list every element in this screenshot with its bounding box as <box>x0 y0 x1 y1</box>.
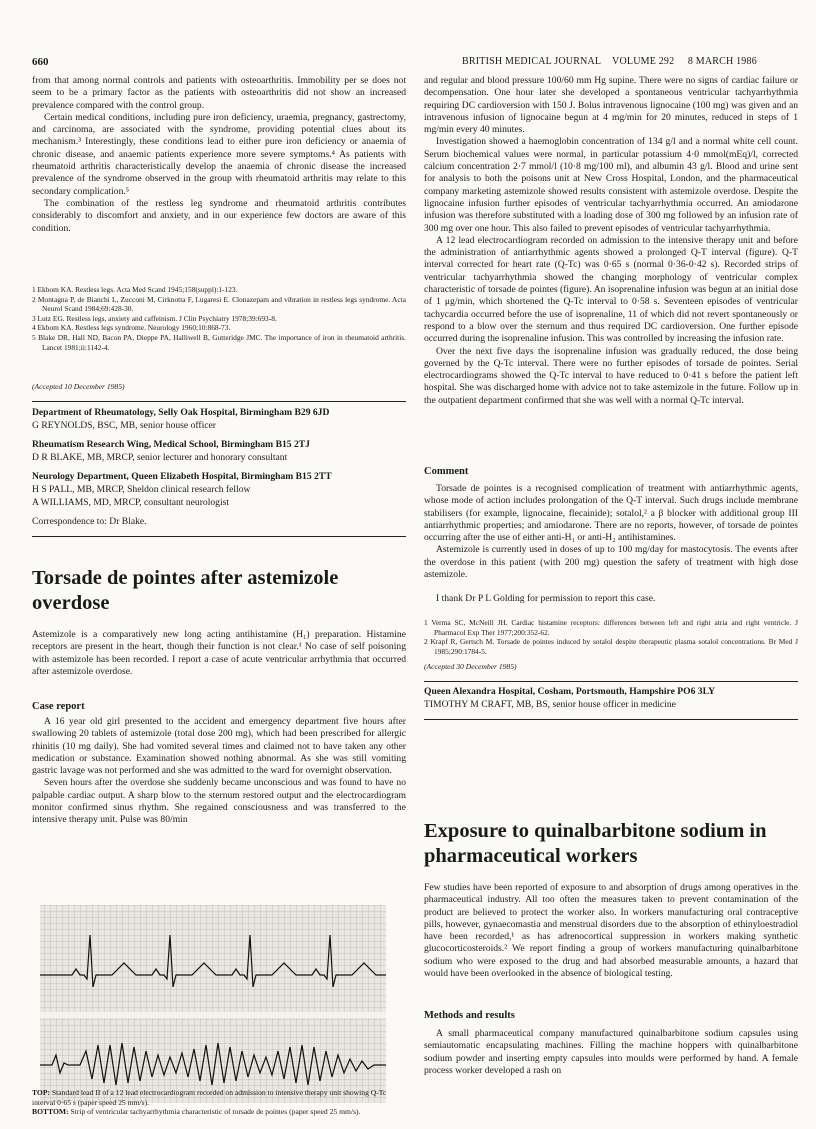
journal-volume: VOLUME 292 <box>612 56 675 67</box>
journal-name: BRITISH MEDICAL JOURNAL <box>462 56 602 67</box>
divider <box>424 719 798 720</box>
section-heading: Comment <box>424 466 469 477</box>
prev-article-references <box>32 285 406 352</box>
divider <box>424 681 798 682</box>
caption-top-label: TOP: <box>32 1088 51 1097</box>
affiliations <box>32 407 406 529</box>
paragraph: A 12 lead electrocardiogram recorded on admission to the intensive therapy unit and before the administration of antiarrhythmic agents showed a prolonged Q-T interval (figure). Q-T interval corrected for heart rate (Q-Tc) was 0·65 s (normal 0·36-0·42 s). Recorded strips of ventricular tachyarrhythmia showed the changing morphology of ventricular complex characteristic of torsade de pointes (figure). An isoprenaline infusion was begun at an initial dose of 1 μg/min, which shortened the Q-Tc interval to 0·58 s. Seventeen episodes of ventricular tachycardia occurred before the use of isoprenaline, 11 of which did not revert spontaneously or respond to a blow over the sternum and thus required DC cardioversion. One further episode occurred during the isoprenaline infusion. This was controlled by increasing the infusion rate. <box>424 234 798 345</box>
section-heading: Methods and results <box>424 1010 515 1021</box>
case-report-body <box>32 716 406 827</box>
case-report-continued <box>424 75 798 407</box>
affiliation-dept: Department of Rheumatology, Selly Oak Hospital, Birmingham B29 6JD <box>32 407 330 418</box>
correspondence: Correspondence to: Dr Blake. <box>32 516 147 528</box>
caption-top: Standard lead II of a 12 lead electrocardiogram recorded on admission to intensive therapy unit showing Q-Tc interval 0·65 s (paper speed 25 mm/s). <box>32 1088 387 1107</box>
caption-bottom: Strip of ventricular tachyarrhythmia characteristic of torsade de pointes (paper speed 25 mm/s). <box>70 1107 361 1117</box>
article-title: Torsade de pointes after astemizole overdose <box>32 567 339 614</box>
article-references <box>424 618 798 656</box>
methods-body <box>424 1028 798 1077</box>
reference-item: 4 Ekbom KA. Restless legs syndrome. Neurology 1960;10:868-73. <box>32 323 231 333</box>
article-title: Exposure to quinalbarbitone sodium in pharmaceutical workers <box>424 820 767 867</box>
accepted-note: (Accepted 10 December 1985) <box>32 382 125 391</box>
affiliation-person: G REYNOLDS, BSC, MB, senior house officer <box>32 419 216 431</box>
paragraph: Few studies have been reported of exposure to and absorption of drugs among operatives in the pharmaceutical industry. All too often the measures taken to prevent contamination of the product are believed to protect the worker also. In workers manufacturing oral contraceptive pills, however, gynaecomastia and menstrual disorders due to the absorption of ethinyloestradiol have been recorded,¹ as has adrenocortical suppression in workers making synthetic glucocorticosteroids.² We report finding a group of workers manufacturing quinalbarbitone sodium who were exposed to the drug and had absorbed measurable amounts, a hazard that would have been overlooked in the absence of biological testing. <box>424 882 798 980</box>
affiliation-person: D R BLAKE, MB, MRCP, senior lecturer and honorary consultant <box>32 451 288 463</box>
journal-line <box>462 56 757 67</box>
paragraph: The combination of the restless leg syndrome and rheumatoid arthritis contributes considerably to discomfort and anxiety, and in our experience few doctors are aware of this condition. <box>32 197 406 234</box>
affiliation-person: H S PALL, MB, MRCP, Sheldon clinical research fellow <box>32 483 251 495</box>
affiliation-person: TIMOTHY M CRAFT, MB, BS, senior house officer in medicine <box>424 698 676 710</box>
paragraph: Certain medical conditions, including pure iron deficiency, uraemia, pregnancy, gastrectomy, and carcinoma, are associated with the syndrome, providing potential clues about its mechanism.³ Interestingly, these conditions lead to either pure iron deficiency or anaemia of chronic disease, and anaemic patients experience more severe symptoms.⁴ As patients with rheumatoid arthritis characteristically develop the anaemia of chronic disease the increased prevalence of the syndrome observed in the group with rheumatoid arthritis may relate to this secondary complication.⁵ <box>32 111 406 197</box>
article-affiliation <box>424 686 798 711</box>
page-number: 660 <box>32 56 49 68</box>
paragraph: Seven hours after the overdose she suddenly became unconscious and was found to have no palpable cardiac output. A sharp blow to the sternum restored output and the electrocardiogram monitor confirmed sinus rhythm. She regained consciousness and was transferred to the intensive therapy unit. Pulse was 80/min <box>32 777 406 826</box>
article-intro <box>424 882 798 980</box>
reference-item: 1 Verma SC, McNeill JH. Cardiac histamine receptors: differences between left and right atria and right ventricle. J Pharmacol Exp Ther 1977;200:352-62. <box>424 618 798 637</box>
acknowledgement: I thank Dr P L Golding for permission to report this case. <box>436 593 656 605</box>
divider <box>32 401 406 402</box>
paragraph: from that among normal controls and patients with osteoarthritis. Immobility per se does not seem to be a primary factor as the patients with osteoarthritis did not show an increased prevalence compared with the control group. <box>32 75 406 111</box>
caption-bottom-label: BOTTOM: <box>32 1107 69 1117</box>
reference-item: 2 Montagna P, de Bianchi L, Zucconi M, Cirknotta F, Lugaresi E. Clonazepam and vibration in restless legs syndrome. Acta Neurol Scand 1984;69:428-30. <box>32 294 406 314</box>
reference-item: 5 Blake DR, Hall ND, Bacon PA, Dieppe PA, Halliwell B, Gutteridge JMC. The importance of iron in rheumatoid arthritis. Lancet 1981;ii:1142-4. <box>32 332 406 352</box>
paragraph: and regular and blood pressure 100/60 mm Hg supine. There were no signs of cardiac failure or decompensation. One hour later she developed a spontaneous ventricular tachyarrhythmia requiring DC cardioversion with 150 J. Bolus intravenous lignocaine (100 mg) was given and an intravenous infusion of lignocaine begun at 4 mg/min for 20 minutes, reduced in steps of 1 mg/min every 40 minutes. <box>424 75 798 136</box>
article-intro <box>32 629 406 678</box>
paragraph: Astemizole is currently used in doses of up to 100 mg/day for mastocytosis. The events after the overdose in this patient (with 200 mg) question the safety of treatment with high dose astemizole. <box>424 544 798 581</box>
section-heading: Case report <box>32 701 85 712</box>
paragraph: Investigation showed a haemoglobin concentration of 134 g/l and a normal white cell count. Serum biochemical values were normal, in particular potassium 4·0 mmol(mEq)/l, corrected calcium concentration 2·7 mmol/l (10·8 mg/100 ml), and albumin 43 g/l. Blood and urine sent for analysis to both the poisons unit at New Cross Hospital, London, and the pharmaceutical company marketing astemizole showed results consistent with astemizole overdose. Despite the lignocaine infusion further episodes of ventricular tachyarrhythmia occurred. An amiodarone infusion was therefore substituted with a loading dose of 300 mg followed by an infusion rate of 300 mg over one hour. This also failed to prevent episodes of ventricular tachyarrhythmia. <box>424 136 798 234</box>
divider <box>32 536 406 537</box>
reference-item: 3 Lutz EG. Restless legs, anxiety and caffeinism. J Clin Psychiatry 1978;39:693-8. <box>32 313 277 323</box>
running-header <box>0 56 816 70</box>
figure-caption <box>32 1088 406 1117</box>
prev-article-body <box>32 75 406 235</box>
ecg-grid <box>40 905 386 1103</box>
reference-item: 1 Ekbom KA. Restless legs. Acta Med Scand 1945;158(suppl):1-123. <box>32 285 238 294</box>
paragraph: A small pharmaceutical company manufactured quinalbarbitone sodium capsules using semiautomatic encapsulating machines. Filling the machine hoppers with quinalbarbitone sodium powder and inserting empty capsules into moulds were performed by hand. A female process worker developed a rash on <box>424 1028 798 1076</box>
comment-body <box>424 483 798 606</box>
paragraph: Astemizole is a comparatively new long acting antihistamine (H₁) preparation. Histamine receptors are present in the heart, though their function is not clear.¹ No case of self poisoning with astemizole has been recorded. I report a case of acute ventricular arrhythmia that occurred after astemizole overdose. <box>32 629 406 677</box>
paragraph: A 16 year old girl presented to the accident and emergency department five hours after swallowing 20 tablets of astemizole (total dose 200 mg), which had been prescribed for allergic rhinitis (10 mg daily). She had vomited several times and claimed not to have taken any other medication or substance. Examination showed nothing abnormal. As she was still vomiting gastric lavage was not performed and she was admitted to the ward for overnight observation. <box>32 716 406 777</box>
paragraph: Torsade de pointes is a recognised complication of treatment with antiarrhythmic agents, whose mode of action includes prolongation of the Q-T interval. Such drugs include membrane stabilisers (for example, lignocaine, flecainide); sotalol,² a β blocker with additional group III antiarrhythmic properties; and amiodarone. There are no reports, however, of torsade de pointes occurring after the use of either anti-H₁ or anti-H₂ antihistamines. <box>424 483 798 544</box>
accepted-note: (Accepted 30 December 1985) <box>424 662 517 671</box>
affiliation-dept: Queen Alexandra Hospital, Cosham, Portsmouth, Hampshire PO6 3LY <box>424 686 716 697</box>
affiliation-dept: Rheumatism Research Wing, Medical School, Birmingham B15 2TJ <box>32 439 310 451</box>
affiliation-person: A WILLIAMS, MD, MRCP, consultant neurologist <box>32 496 230 508</box>
reference-item: 2 Krapf R, Gertsch M. Torsade de pointes induced by sotalol despite therapeutic plasma sotalol concentrations. Br Med J 1985;290:1784-5. <box>424 637 798 656</box>
affiliation-dept: Neurology Department, Queen Elizabeth Hospital, Birmingham B15 2TT <box>32 471 332 483</box>
journal-date: 8 MARCH 1986 <box>687 56 757 67</box>
paragraph: Over the next five days the isoprenaline infusion was gradually reduced, the dose being governed by the Q-Tc interval. There were no further episodes of torsade de pointes. Serial electrocardiograms showed the Q-Tc interval to have reduced to 0·41 s before the patient left hospital. She was discharged home with advice not to take astemizole in the future. Follow up in the outpatient department confirmed that she was well with a normal Q-Tc interval. <box>424 345 798 406</box>
